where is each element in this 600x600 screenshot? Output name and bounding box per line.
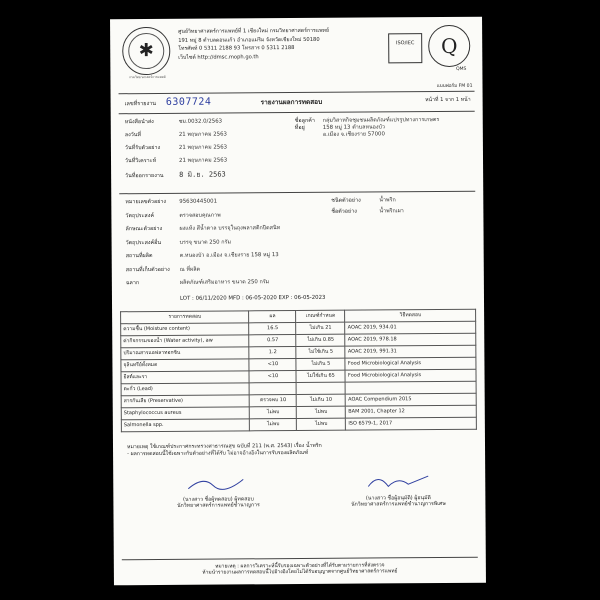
table-cell: AOAC 2019, 978.18 [345,333,476,346]
org-website: เว็บไซต์ http://dmsc.moph.go.th [178,53,259,61]
field-row [126,266,200,273]
table-cell [346,381,477,394]
sample-name: น้ำพริกเผา [379,208,404,215]
table-cell: สารกันเสีย (Preservative) [121,395,250,408]
divider [119,191,475,194]
results-table [120,309,477,432]
column-header: วิธีทดสอบ [345,309,476,322]
sample-label-lot: LOT : 06/11/2020 MFD : 06-05-2020 EXP : 06-05-2023 [179,294,326,302]
field-row [126,252,279,260]
field-row [125,144,227,151]
footer-line: ห้ามนำรายงานผลการทดสอบนี้ไปอ้างอิงโดยไม่ได้รับอนุญาตจากศูนย์วิทยาศาสตร์การแพทย์ [202,568,398,576]
field-label: ฉลาก [125,280,140,287]
note-line: หมายเหตุ ใช้เกณฑ์ประกาศกระทรวงสาธารณสุข ฉบับที่ 211 (พ.ศ. 2543) เรื่อง น้ำพริก [126,442,322,451]
field-value: ณ ที่ผลิต [179,266,201,273]
table-cell: ไม่พบ [297,418,346,430]
form-number: แบบฟอร์ม FM 01 [436,83,473,90]
table-cell: <10 [249,359,296,371]
field-value: ผลิตภัณฑ์เสริมอาหาร ขนาด 250 กรัม [179,279,270,286]
field-row [125,212,220,219]
field-row [125,225,280,233]
signature-icon [183,473,253,493]
field-value: 21 พฤษภาคม 2563 [178,157,228,164]
footer-line: หมายเหตุ : ผลการวิเคราะห์นี้รับรองเฉพาะตัวอย่างที่ได้รับตามรายการที่ส่งตรวจ [215,562,385,570]
field-label: วัตถุประสงค์อื่น [125,239,162,246]
field-label: หมายเลขตัวอย่าง [125,198,167,206]
sample-name-row: ชื่อตัวอย่าง น้ำพริกเผา [331,208,404,215]
org-phone: โทรศัพท์ 0 5311 2188 93 โทรสาร 0 5311 2188 [178,45,295,52]
field-label: วันที่รับตัวอย่าง [124,144,161,152]
table-cell: AOAC Compendium 2015 [346,393,477,406]
table-cell: ISO 6579-1, 2017 [346,417,477,430]
table-cell: ไม่ใช้เกิน 65 [296,370,345,382]
table-cell: Food Microbiological Analysis [345,357,476,370]
tester-title: ผู้ทดสอบ [234,495,254,502]
table-cell: ความชื้น (Moisture content) [121,323,250,336]
table-cell: ไม่พบ [297,406,346,418]
table-cell: ปริมาณสารแอฟลาทอกซิน [121,347,250,360]
note-line: - ผลการทดสอบนี้ใช้เฉพาะกับตัวอย่างที่ได้รับ ไม่อาจอ้างอิงในการรับรองผลิตภัณฑ์ [127,449,309,457]
table-cell: ไม่เกิน 0.85 [296,334,345,346]
table-cell: จุลินทรีย์ทั้งหมด [121,359,250,372]
table-cell: ตะกั่ว (Lead) [121,383,250,396]
field-label: ลงวันที่ [124,132,142,139]
approver-signature-block [323,472,473,509]
approver-role: นักวิทยาศาสตร์การแพทย์ชำนาญการพิเศษ [351,500,446,508]
table-cell: ไม่ใช้เกิน 5 [296,346,345,358]
table-cell: <10 [249,371,296,383]
tester-role: นักวิทยาศาสตร์การแพทย์ชำนาญการ [177,502,260,509]
table-cell: ไม่เกิน 21 [296,322,345,334]
table-cell: Food Microbiological Analysis [345,369,476,382]
divider [122,557,478,560]
org-name: ศูนย์วิทยาศาสตร์การแพทย์ที่ 1 เชียงใหม่ กรมวิทยาศาสตร์การแพทย์ [178,27,330,35]
field-label: วันที่ออกรายงาน [125,172,164,180]
table-cell [296,382,345,394]
signature-icon [363,472,433,492]
field-value: ต.หนองบัว อ.เมือง จ.เชียงราย 158 หมู่ 13 [179,252,279,259]
field-label: สถานที่เก็บตัวอย่าง [125,266,170,273]
field-value: 95630445001 [179,198,218,205]
table-cell: ตรวจพบ 10 [250,395,297,407]
field-row [126,279,269,287]
table-cell: ไม่เกิน 10 [297,394,346,406]
sample-type: น้ำพริก [379,197,396,204]
report-page [110,17,486,586]
field-row [125,157,227,164]
logo-caption: กรมวิทยาศาสตร์การแพทย์ [129,74,166,80]
table-cell: BAM 2001, Chapter 12 [346,405,477,418]
table-cell: ไม่เกิน 5 [296,358,345,370]
table-cell: ค่ากิจกรรมของน้ำ (Water activity), aw [121,335,250,348]
field-value: 21 พฤษภาคม 2563 [178,131,227,138]
field-value: บรรจุ ขนาด 250 กรัม [179,238,232,246]
field-row [125,199,217,206]
report-number: 6307724 [165,96,212,108]
sample-type-row: ชนิดตัวอย่าง น้ำพริก [331,197,396,204]
table-cell: 1.2 [249,347,296,359]
field-value: 21 พฤษภาคม 2563 [178,144,228,151]
column-header: เกณฑ์กำหนด [296,310,345,322]
table-cell: Staphylococcus aureus [121,407,250,420]
approver-name: (นางสาว ชื่อผู้อนุมัติ) [365,494,413,502]
org-address [178,27,388,62]
field-row [126,239,231,246]
customer-address: 158 หมู่ 13 ตำบลหนองบัว [322,124,386,131]
quality-mark-caption: QMS [456,66,467,72]
table-cell: AOAC 2019, 991.31 [345,345,476,358]
table-cell: 16.5 [249,323,296,335]
page-indicator: หน้าที่ 1 จาก 1 หน้า [425,96,471,104]
customer-name: กลุ่มวิสาหกิจชุมชนผลิตภัณฑ์แปรรูปทางการเกษตร [322,117,440,124]
document-title: รายงานผลการทดสอบ [260,97,323,107]
accreditation-mark-icon: ISO/IEC [388,33,422,63]
approver-title: ผู้อนุมัติ [414,494,431,501]
table-cell: ไม่พบ [250,407,297,419]
notes [127,443,322,457]
table-cell: 0.57 [249,335,296,347]
column-header: ผล [249,311,296,323]
table-row [121,417,476,431]
field-value: ชม.0032.0/2563 [178,118,223,125]
field-row [125,131,227,138]
department-logo-icon: ✱ [122,27,170,75]
divider [119,111,475,114]
quality-mark-icon: Q [428,25,470,67]
column-header: รายการทดสอบ [121,311,250,324]
table-cell: AOAC 2019, 934.01 [345,321,476,334]
tester-signature-block [153,473,283,509]
field-label: ลักษณะตัวอย่าง [125,225,163,233]
field-label: หนังสือนำส่ง [124,119,154,126]
field-label: วัตถุประสงค์ [125,212,154,219]
field-row [125,171,226,180]
table-cell: ไม่พบ [250,419,297,431]
customer-info: ชื่อลูกค้า กลุ่มวิสาหกิจชุมชนผลิตภัณฑ์แปรรูปทางการเกษตร ที่อยู่ 158 หมู่ 13 ตำบลหนองบัว อ.เมือง จ.เชียงราย 57000 [294,117,440,138]
divider [119,91,475,94]
field-value: 8 มิ.ย. 2563 [179,170,226,179]
field-value: ตรวจสอบคุณภาพ [179,212,221,219]
customer-address-2: อ.เมือง จ.เชียงราย 57000 [322,130,385,138]
table-cell: ยีสต์และรา [121,371,250,384]
report-number-label: เลขที่รายงาน [124,100,157,108]
footer [122,562,478,577]
field-label: วันที่วิเคราะห์ [124,157,157,165]
letterhead [118,23,476,85]
org-address-line: 191 หมู่ 8 ตำบลดอนแก้ว อำเภอแม่ริม จังหวัดเชียงใหม่ 50180 [178,36,320,44]
report-number-row [125,97,212,110]
tester-name: (นางสาว ชื่อผู้ทดสอบ) [182,495,233,503]
field-row [125,119,222,126]
field-label: สถานที่ผลิต [125,253,153,260]
table-cell: Salmonella spp. [121,419,250,432]
field-value: ผงแห้ง สีน้ำตาล บรรจุในถุงพลาสติกปิดสนิท [179,225,281,232]
table-cell [249,383,296,395]
